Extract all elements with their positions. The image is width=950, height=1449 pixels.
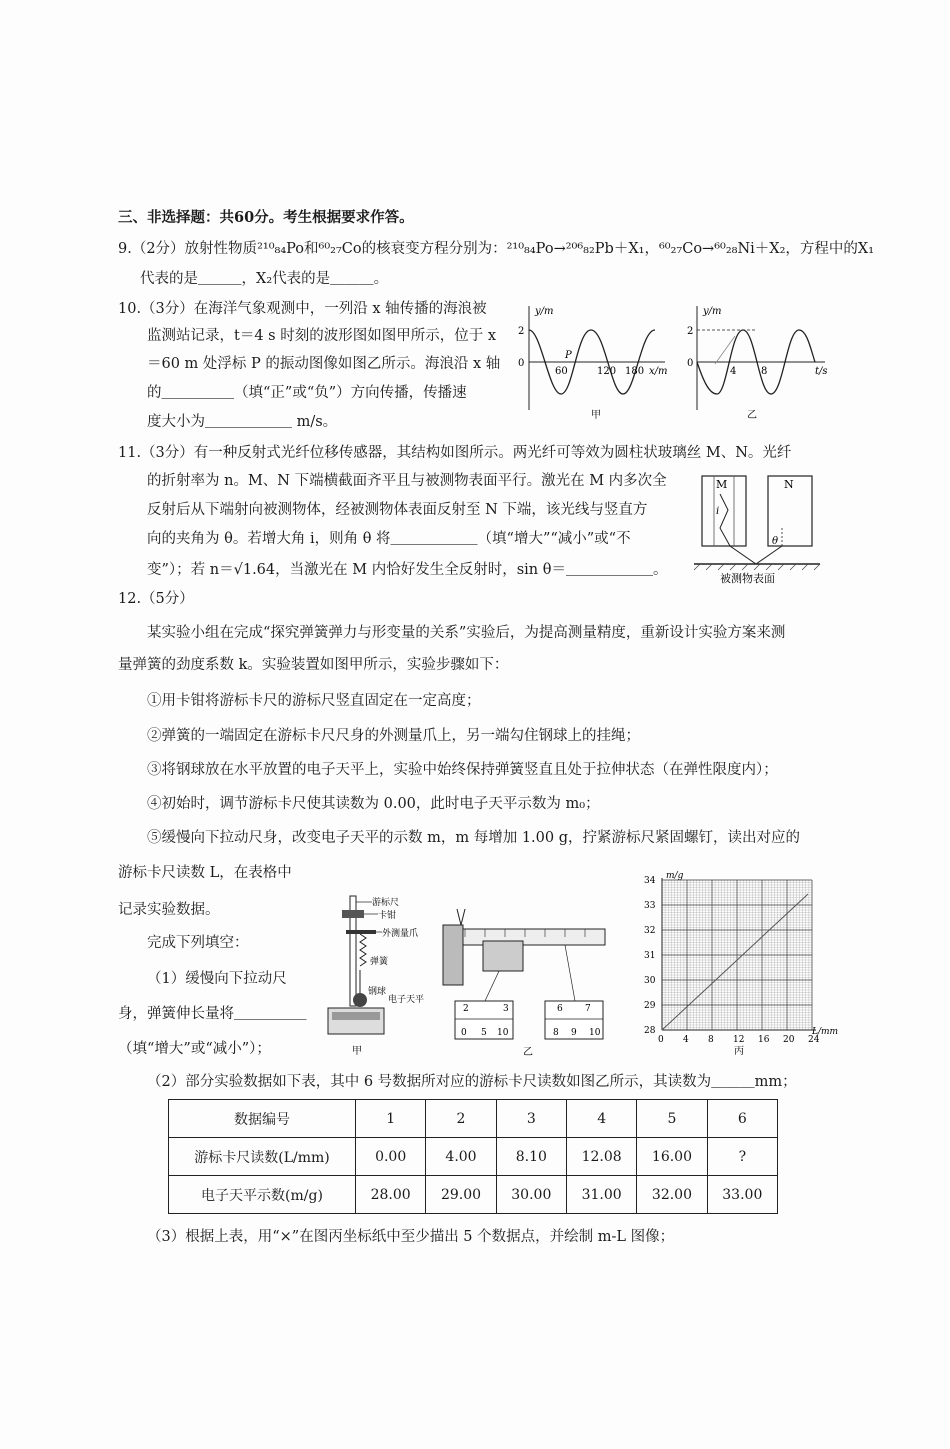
table-cell: 4 — [566, 1100, 636, 1138]
caliper-a-scale-3: 3 — [503, 1004, 509, 1014]
wave-b-xlabel: t/s — [815, 366, 828, 377]
caliper-b-scale-7: 7 — [585, 1004, 591, 1014]
table-cell: 5 — [637, 1100, 707, 1138]
table-row-m — [169, 1176, 778, 1214]
graph-ytick: 28 — [644, 1026, 656, 1036]
graph-ytick: 32 — [644, 926, 656, 936]
table-row-headers — [169, 1100, 778, 1138]
apparatus-label-clamp: 卡钳 — [378, 911, 397, 921]
fiber-caption: 被测物表面 — [720, 572, 775, 585]
q10-line2: 监测站记录，t＝4 s 时刻的波形图如图甲所示，位于 x — [147, 328, 496, 344]
q12-step5c: 记录实验数据。 — [118, 902, 220, 918]
fiber-figure — [690, 470, 825, 588]
q10-line3: ＝60 m 处浮标 P 的振动图像如图乙所示。海浪沿 x 轴 — [147, 356, 501, 372]
graph-xlabel: L/mm — [812, 1027, 839, 1037]
table-cell: 3 — [496, 1100, 566, 1138]
table-cell: 12.08 — [566, 1138, 636, 1176]
q10-line1: 10.（3分）在海洋气象观测中，一列沿 x 轴传播的海浪被 — [118, 301, 487, 317]
q12-sub2: （2）部分实验数据如下表，其中 6 号数据所对应的游标卡尺读数如图乙所示，其读数为＿＿＿mm； — [147, 1074, 797, 1090]
graph-ytick: 31 — [644, 951, 656, 961]
graph-xtick: 12 — [733, 1035, 745, 1045]
wave-a-caption: 甲 — [591, 410, 601, 420]
table-cell: 0.00 — [356, 1138, 426, 1176]
wave-b-ylabel: y/m — [703, 306, 722, 317]
q12-step3: ③将钢球放在水平放置的电子天平上，实验中始终保持弹簧竖直且处于拉伸状态（在弹性限度内）； — [147, 762, 778, 778]
wave-b-xtick-8: 8 — [761, 366, 768, 377]
q12-fill-prompt: 完成下列填空： — [147, 935, 249, 951]
graph-ytick: 34 — [644, 876, 656, 886]
wave-a-point-p: P — [565, 350, 572, 361]
wave-a-xtick-60: 60 — [555, 366, 568, 377]
q12-step5: ⑤缓慢向下拉动尺身，改变电子天平的示数 m，m 每增加 1.00 g，拧紧游标尺紧固螺钉，读出对应的 — [147, 830, 800, 846]
wave-a-ytick: 2 — [518, 326, 525, 337]
table-cell: ? — [707, 1138, 777, 1176]
table-cell: 电子天平示数(m/g) — [169, 1176, 356, 1214]
table-cell: 30.00 — [496, 1176, 566, 1214]
q12-sub1-a: （1）缓慢向下拉动尺 — [147, 971, 287, 987]
table-cell: 29.00 — [426, 1176, 496, 1214]
q11-line5: 变”）；若 n＝√1.64，当激光在 M 内恰好发生全反射时，sin θ＝＿＿＿＿＿＿。 — [147, 562, 668, 578]
q9-line2: 代表的是＿＿＿，X₂代表的是＿＿＿。 — [140, 271, 389, 287]
apparatus-label-jaw: 外测量爪 — [382, 929, 419, 939]
fiber-n-label: N — [784, 478, 794, 491]
table-cell: 游标卡尺读数(L/mm) — [169, 1138, 356, 1176]
q9-eq2: ⁶⁰₂₇Co→⁶⁰₂₈Ni＋X₂，方程中的X₁ — [658, 241, 875, 257]
wave-a-origin: 0 — [518, 358, 525, 369]
graph-ylabel: m/g — [666, 871, 684, 881]
wave-a-xlabel: x/m — [649, 366, 668, 377]
section-title: 三、非选择题：共60分。考生根据要求作答。 — [118, 209, 414, 226]
caliper-b-vern-10: 10 — [589, 1028, 601, 1038]
q11-line2: 的折射率为 n。M、N 下端横截面齐平且与被测物表面平行。激光在 M 内多次全 — [147, 473, 667, 489]
graph-ytick: 33 — [644, 901, 656, 911]
graph-xtick: 0 — [658, 1035, 664, 1045]
q10-line5: 度大小为＿＿＿＿＿＿ m/s。 — [147, 414, 338, 430]
q9-po: ²¹⁰₈₄Po — [257, 241, 305, 257]
graph-xtick: 4 — [683, 1035, 689, 1045]
wave-a-ylabel: y/m — [535, 306, 554, 317]
graph-xtick: 16 — [758, 1035, 770, 1045]
wave-b-xtick-4: 4 — [730, 366, 737, 377]
q12-step4: ④初始时，调节游标卡尺使其读数为 0.00，此时电子天平示数为 m₀； — [147, 796, 600, 812]
caliper-a-vern-5: 5 — [481, 1028, 487, 1038]
apparatus-caption: 甲 — [352, 1046, 362, 1057]
q12-head: 12.（5分） — [118, 591, 194, 607]
wave-figure-a — [515, 300, 675, 420]
apparatus-label-spring: 弹簧 — [370, 957, 389, 967]
graph-ytick: 30 — [644, 976, 656, 986]
q9-text: 的核衰变方程分别为： — [361, 241, 507, 257]
apparatus-label-vernier: 游标尺 — [372, 898, 400, 908]
graph-xtick: 8 — [708, 1035, 714, 1045]
fiber-angle-i: i — [716, 506, 720, 517]
fiber-m-label: M — [716, 478, 728, 491]
q9-line1 — [118, 238, 874, 260]
caliper-b-vern-9: 9 — [571, 1028, 577, 1038]
fiber-angle-theta: θ — [772, 536, 779, 547]
graph-caption: 丙 — [734, 1046, 744, 1057]
caliper-b-scale-6: 6 — [557, 1004, 563, 1014]
table-cell: 32.00 — [637, 1176, 707, 1214]
q11-line4: 向的夹角为 θ。若增大角 i，则角 θ 将＿＿＿＿＿＿（填“增大”“减小”或“不 — [147, 531, 631, 547]
table-cell: 31.00 — [566, 1176, 636, 1214]
caliper-b-vern-8: 8 — [553, 1028, 559, 1038]
q11-line1: 11.（3分）有一种反射式光纤位移传感器，其结构如图所示。两光纤可等效为圆柱状玻璃丝 M、N。光纤 — [118, 445, 792, 461]
apparatus-figure — [320, 890, 440, 1060]
q10-line4: 的＿＿＿＿＿（填“正”或“负”）方向传播，传播速 — [147, 385, 467, 401]
graph-xtick: 24 — [808, 1035, 820, 1045]
q11-line3: 反射后从下端射向被测物体，经被测物体表面反射至 N 下端，该光线与竖直方 — [147, 502, 648, 518]
table-cell: 8.10 — [496, 1138, 566, 1176]
caliper-a-scale-2: 2 — [463, 1004, 469, 1014]
wave-a-xtick-180: 180 — [625, 366, 645, 377]
wave-figure-b — [685, 300, 835, 420]
q9-intro: 9.（2分）放射性物质 — [118, 241, 258, 257]
q12-sub1-b: 身，弹簧伸长量将＿＿＿＿＿ — [118, 1006, 307, 1022]
wave-b-ytick: 2 — [687, 326, 694, 337]
q12-para2: 量弹簧的劲度系数 k。实验装置如图甲所示，实验步骤如下： — [118, 657, 509, 673]
q9-co: ⁶⁰₂₇Co — [318, 241, 362, 257]
caliper-a-vern-10: 10 — [497, 1028, 509, 1038]
q9-eq1: ²¹⁰₈₄Po→²⁰⁶₈₂Pb＋X₁， — [506, 241, 659, 257]
graph-paper-figure — [640, 868, 845, 1060]
wave-b-origin: 0 — [687, 358, 694, 369]
q12-step2: ②弹簧的一端固定在游标卡尺尺身的外测量爪上，另一端勾住钢球上的挂绳； — [147, 728, 640, 744]
q9-and: 和 — [304, 241, 319, 257]
caliper-figure — [435, 905, 615, 1060]
graph-xtick: 20 — [783, 1035, 795, 1045]
table-cell: 16.00 — [637, 1138, 707, 1176]
q12-sub3: （3）根据上表，用“×”在图丙坐标纸中至少描出 5 个数据点，并绘制 m-L 图像； — [147, 1229, 675, 1245]
q12-step5b: 游标卡尺读数 L，在表格中 — [118, 865, 292, 881]
graph-ytick: 29 — [644, 1001, 656, 1011]
q12-step1: ①用卡钳将游标卡尺的游标尺竖直固定在一定高度； — [147, 693, 481, 709]
q12-para1: 某实验小组在完成“探究弹簧弹力与形变量的关系”实验后，为提高测量精度，重新设计实验方案来测 — [147, 625, 786, 641]
q12-sub1-c: （填“增大”或“减小”）； — [118, 1041, 271, 1057]
wave-a-xtick-120: 120 — [597, 366, 617, 377]
table-cell: 28.00 — [356, 1176, 426, 1214]
table-row-l — [169, 1138, 778, 1176]
wave-b-caption: 乙 — [747, 410, 757, 420]
data-table — [168, 1099, 778, 1214]
table-cell: 33.00 — [707, 1176, 777, 1214]
table-cell: 6 — [707, 1100, 777, 1138]
table-cell: 4.00 — [426, 1138, 496, 1176]
table-cell: 数据编号 — [169, 1100, 356, 1138]
table-cell: 2 — [426, 1100, 496, 1138]
caliper-a-vern-0: 0 — [461, 1028, 467, 1038]
caliper-caption: 乙 — [523, 1047, 533, 1058]
apparatus-label-ball: 钢球 — [368, 987, 387, 997]
table-cell: 1 — [356, 1100, 426, 1138]
apparatus-label-scale: 电子天平 — [388, 995, 425, 1005]
